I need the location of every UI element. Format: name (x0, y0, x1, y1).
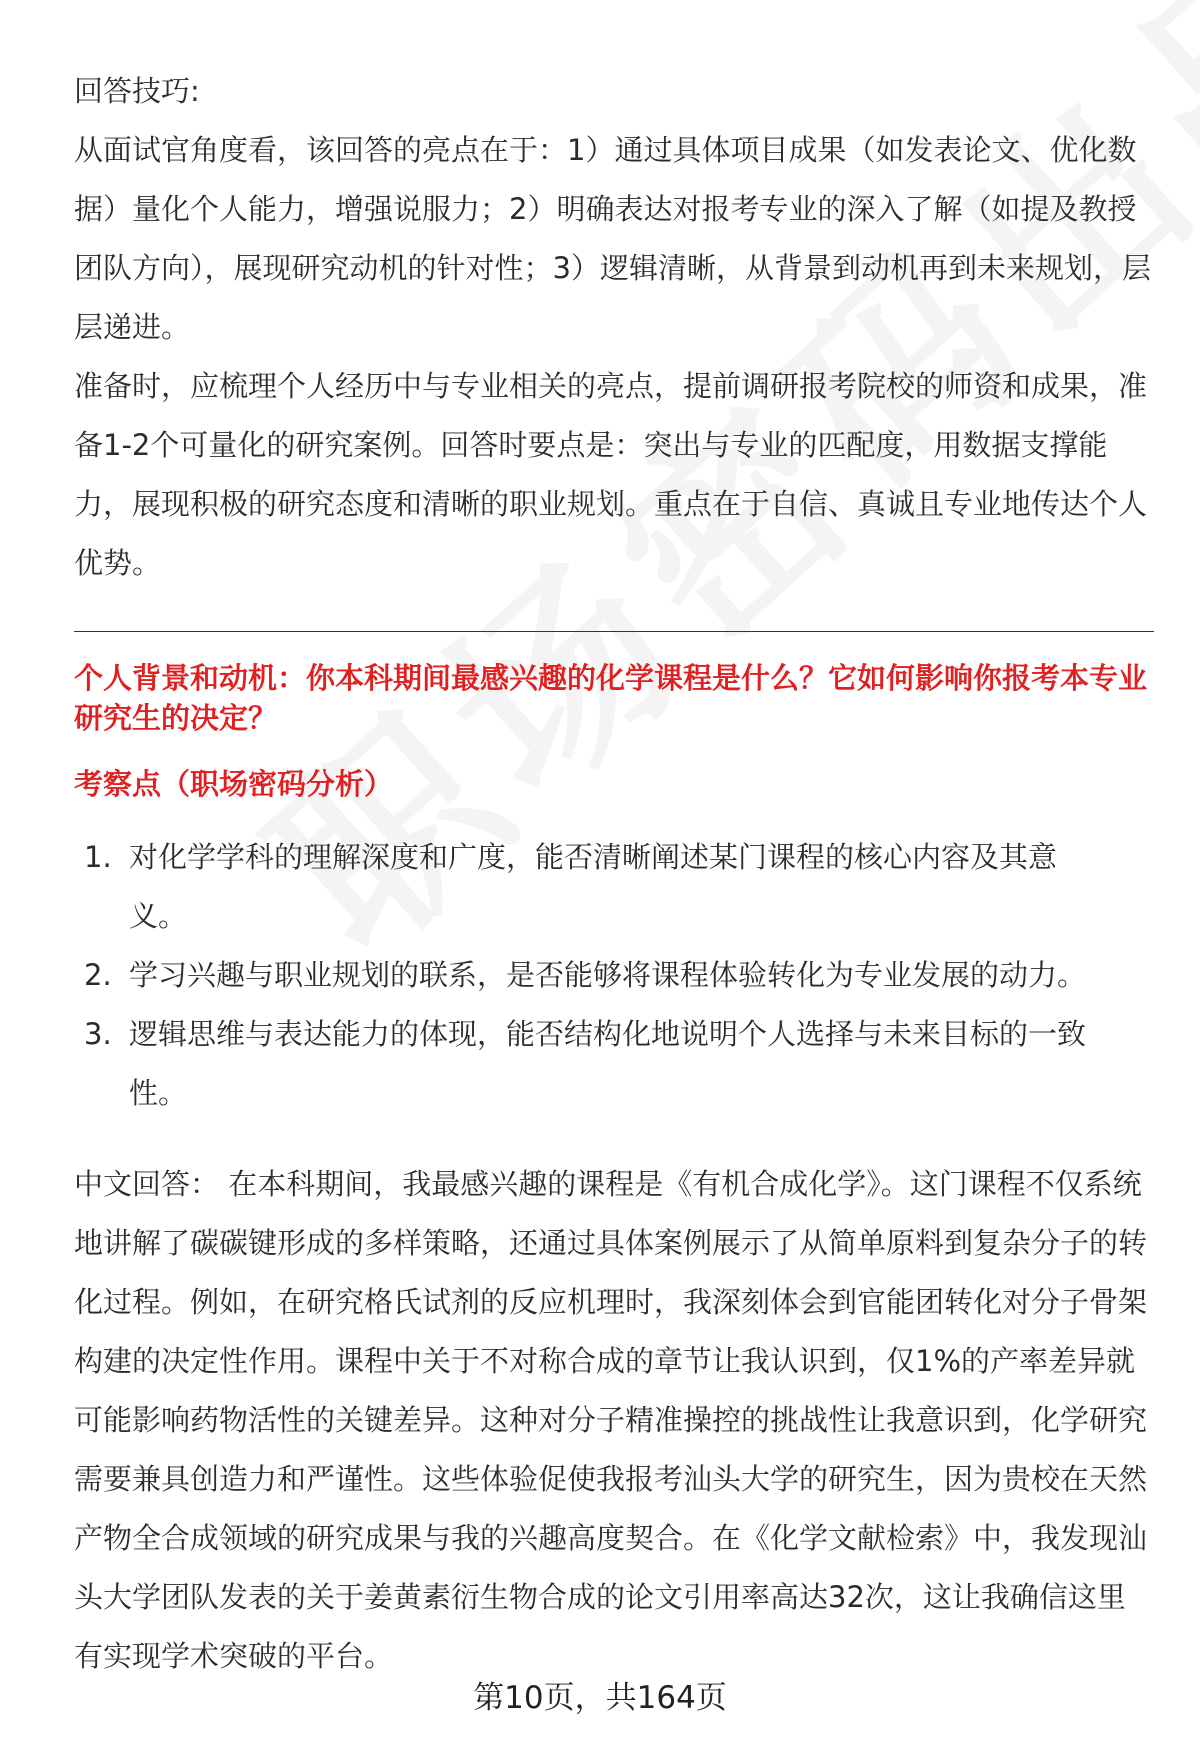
answer-paragraph: 中文回答： 在本科期间，我最感兴趣的课程是《有机合成化学》。这门课程不仅系统地讲解了碳碳键形成的多样策略，还通过具体案例展示了从简单原料到复杂分子的转化过程。例如，在研究格氏试剂的反应机理时，我深刻体会到官能团转化对分子骨架构建的决定性作用。课程中关于不对称合成的章节让我认识到，仅1%的产率差异就可能影响药物活性的关键差异。这种对分子精准操控的挑战性让我意识到，化学研究需要兼具创造力和严谨性。这些体验促使我报考汕头大学的研究生，因为贵校在天然产物全合成领域的研究成果与我的兴趣高度契合。在《化学文献检索》中，我发现汕头大学团队发表的关于姜黄素衍生物合成的论文引用率高达32次，这让我确信这里有实现学术突破的平台。 (74, 1167, 1148, 1673)
assessment-list (74, 828, 1154, 1123)
tips-paragraph-2: 准备时，应梳理个人经历中与专业相关的亮点，提前调研报考院校的师资和成果，准备1-2个可量化的研究案例。回答时要点是：突出与专业的匹配度，用数据支撑能力，展现积极的研究态度和清晰的职业规划。重点在于自信、真诚且专业地传达个人优势。 (74, 369, 1148, 580)
list-item-number: 2. (84, 958, 112, 992)
list-item (74, 1005, 1154, 1123)
document-page (74, 62, 1154, 1715)
list-item-text: 学习兴趣与职业规划的联系，是否能够将课程体验转化为专业发展的动力。 (129, 958, 1087, 992)
list-item (74, 828, 1154, 946)
list-item-text: 对化学学科的理解深度和广度，能否清晰阐述某门课程的核心内容及其意义。 (129, 840, 1058, 933)
list-item (74, 946, 1154, 1005)
tips-label: 回答技巧: (74, 74, 200, 108)
question-heading: 个人背景和动机：你本科期间最感兴趣的化学课程是什么？它如何影响你报考本专业研究生的决定？ (74, 661, 1148, 735)
page-number: 第10页，共164页 (473, 1680, 727, 1716)
list-item-text: 逻辑思维与表达能力的体现，能否结构化地说明个人选择与未来目标的一致性。 (129, 1017, 1087, 1110)
section-divider (74, 631, 1154, 632)
list-item-number: 3. (84, 1017, 112, 1051)
tips-paragraph-1: 从面试官角度看，该回答的亮点在于：1）通过具体项目成果（如发表论文、优化数据）量化个人能力，增强说服力；2）明确表达对报考专业的深入了解（如提及教授团队方向），展现研究动机的针对性；3）逻辑清晰，从背景到动机再到未来规划，层层递进。 (74, 133, 1151, 344)
assessment-heading: 考察点（职场密码分析） (74, 767, 394, 801)
list-item-number: 1. (84, 840, 112, 874)
